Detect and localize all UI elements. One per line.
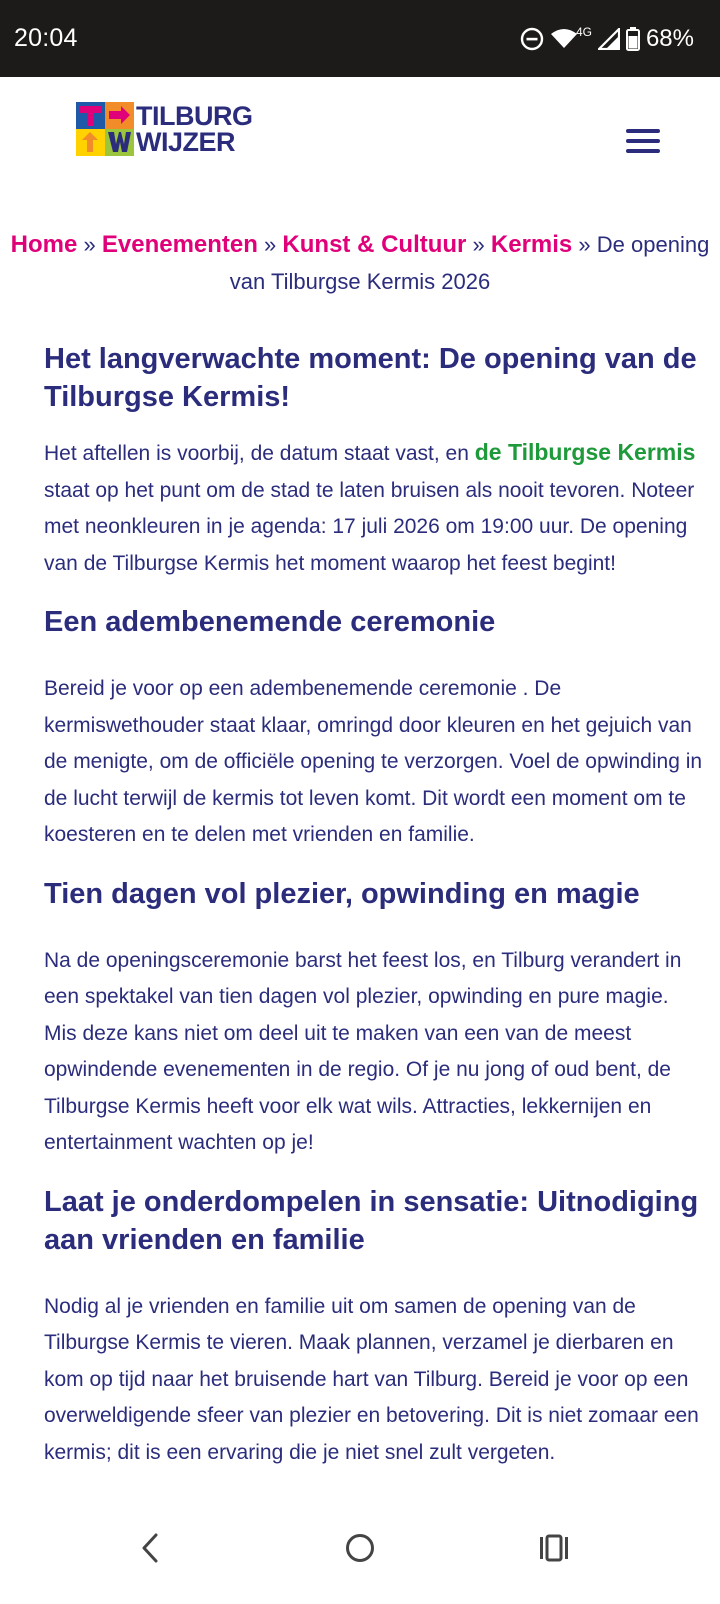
breadcrumb-separator: »	[472, 232, 485, 257]
back-icon[interactable]	[120, 1518, 180, 1578]
tilburgse-kermis-link[interactable]: de Tilburgse Kermis	[474, 439, 696, 465]
breadcrumb-separator: »	[83, 232, 96, 257]
home-circle-icon[interactable]	[330, 1518, 390, 1578]
signal-icon	[598, 28, 620, 50]
site-logo[interactable]	[76, 102, 252, 156]
status-icons	[520, 25, 694, 53]
battery-icon	[626, 27, 640, 51]
hamburger-menu-icon[interactable]	[626, 129, 664, 159]
tien-dagen-paragraph: Na de openingsceremonie barst het feest los, en Tilburg verandert in een spektakel van tien dagen vol plezier, opwinding en pure magie. Mis deze kans niet om deel uit te maken van een van de meest opwindende evenementen in de regio. Of je nu jong of oud bent, de Tilburgse Kermis heeft voor elk wat wils. Attracties, lekkernijen en entertainment wachten op je!	[44, 948, 682, 1154]
logo-text-line2: WIJZER	[136, 127, 236, 157]
breadcrumb-kermis[interactable]: Kermis	[490, 231, 573, 258]
breadcrumb-kunst-cultuur[interactable]: Kunst & Cultuur	[282, 231, 467, 258]
section-heading-uitnodiging: Laat je onderdompelen in sensatie: Uitnodiging aan vrienden en familie	[44, 1185, 699, 1256]
do-not-disturb-icon	[520, 27, 544, 51]
uitnodiging-paragraph: Nodig al je vrienden en familie uit om samen de opening van de Tilburgse Kermis te vieren. Maak plannen, verzamel je dierbaren en kom op tijd naar het bruisende hart van Tilburg. Bereid je voor op een overweldigende sfeer van plezier en betovering. Dit is niet zomaar een kermis; dit is een ervaring die je niet snel zult vergeten.	[44, 1294, 699, 1464]
battery-percentage: 68%	[645, 24, 694, 52]
section-heading-tien-dagen: Tien dagen vol plezier, opwinding en magie	[44, 877, 640, 910]
breadcrumb	[0, 226, 720, 300]
breadcrumb-current: De opening van Tilburgse Kermis 2026	[229, 232, 710, 294]
navigation-bar	[0, 1494, 720, 1604]
site-header	[0, 77, 720, 207]
logo-text-line1: TILBURG	[136, 101, 253, 131]
status-bar	[0, 0, 720, 77]
logo-mark-icon	[76, 102, 134, 156]
breadcrumb-separator: »	[264, 232, 277, 257]
breadcrumb-evenementen[interactable]: Evenementen	[101, 231, 258, 258]
recent-apps-icon[interactable]	[524, 1518, 584, 1578]
ceremonie-paragraph: Bereid je voor op een adembenemende ceremonie . De kermiswethouder staat klaar, omringd door kleuren en het gejuich van de menigte, om de officiële opening te verzorgen. Voel de opwinding in de lucht terwijl de kermis tot leven komt. Dit wordt een moment om te koesteren en te delen met vrienden en familie.	[44, 677, 703, 846]
intro-paragraph: Het aftellen is voorbij, de datum staat vast, en de Tilburgse Kermis staat op het punt om de stad te laten bruisen als nooit tevoren. Noteer met neonkleuren in je agenda: 17 juli 2026 om 19:00 uur. De opening van de Tilburgse Kermis het moment waarop het feest begint!	[44, 439, 696, 575]
article-title: Het langverwachte moment: De opening van de Tilburgse Kermis!	[44, 343, 697, 413]
article-content	[44, 340, 704, 1492]
breadcrumb-separator: »	[578, 232, 591, 257]
section-heading-ceremonie: Een adembenemende ceremonie	[44, 606, 496, 638]
network-type-label: 4G	[575, 24, 592, 39]
breadcrumb-home[interactable]: Home	[10, 231, 78, 258]
wifi-icon	[550, 27, 578, 51]
status-time: 20:04	[14, 24, 78, 52]
